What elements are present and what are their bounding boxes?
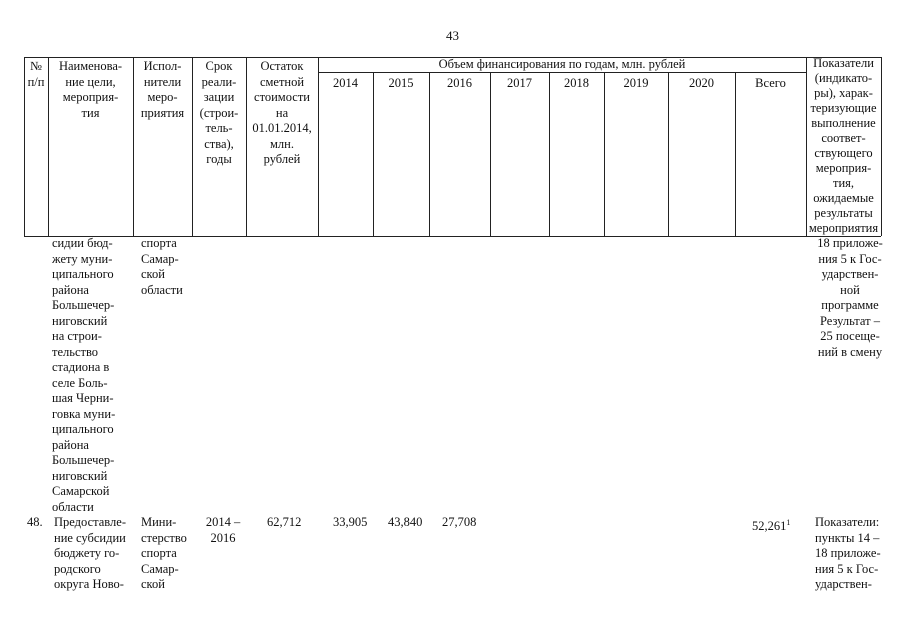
header-divider (549, 72, 550, 236)
row-48-total-value: 52,261 (752, 519, 787, 534)
header-year-2018: 2018 (564, 76, 589, 90)
row-48-2016: 27,708 (442, 515, 477, 529)
header-indicators: Показатели (индикато- ры), харак- теризующие выполнение соответ- ствующего мероприя- тия, ожидаемые результаты мероприятия (808, 56, 879, 235)
header-year-2014: 2014 (333, 76, 358, 90)
header-executor: Испол- нители меро- приятия (140, 59, 185, 120)
row-continued-indicators: 18 приложе- ния 5 к Гос- ударствен- ной программе Результат – 25 посеще- ний в смену (817, 236, 883, 359)
header-divider (373, 72, 374, 236)
row-48-term: 2014 – 2016 (205, 515, 241, 545)
header-divider (604, 72, 605, 236)
header-term: Срок реали- зации (строи- тель- ства), годы (199, 59, 239, 166)
row-continued-name: сидии бюд- жету муни- ципального района Большечер- ниговский на строи- тельство стадиона в селе Боль- шая Черни- говка муни- ципального района Большечер- ниговский Самарской области (52, 236, 116, 514)
row-48-indicators: Показатели: пункты 14 – 18 приложе- ния 5 к Гос- ударствен- (815, 515, 881, 591)
row-48-rest: 62,712 (267, 515, 302, 529)
header-name: Наименова- ние цели, мероприя- тия (58, 59, 123, 120)
header-year-2019: 2019 (623, 76, 649, 90)
row-continued-executor: спорта Самар- ской области (141, 236, 183, 297)
header-financing-title: Объем финансирования по годам, млн. рублей (438, 57, 686, 71)
header-rest: Остаток сметной стоимости на 01.01.2014, млн. рублей (252, 59, 312, 166)
header-total: Всего (755, 76, 786, 90)
header-number: № п/п (27, 59, 45, 89)
header-divider (881, 57, 882, 236)
row-48-executor: Мини- стерство спорта Самар- ской (141, 515, 187, 591)
row-48-number: 48. (27, 515, 43, 529)
header-year-2016: 2016 (447, 76, 472, 90)
header-divider (668, 72, 669, 236)
header-year-2015: 2015 (388, 76, 414, 90)
row-48-2015: 43,840 (388, 515, 423, 529)
row-48-name: Предоставле- ние субсидии бюджету го- родского округа Ново- (54, 515, 126, 591)
header-divider (735, 72, 736, 236)
row-48-total-footnote: 1 (786, 518, 791, 527)
header-year-2020: 2020 (689, 76, 714, 90)
page-number: 43 (446, 28, 459, 43)
row-48-2014: 33,905 (333, 515, 368, 529)
header-divider (429, 72, 430, 236)
header-divider (490, 72, 491, 236)
row-48-total (752, 515, 790, 535)
header-year-2017: 2017 (507, 76, 532, 90)
